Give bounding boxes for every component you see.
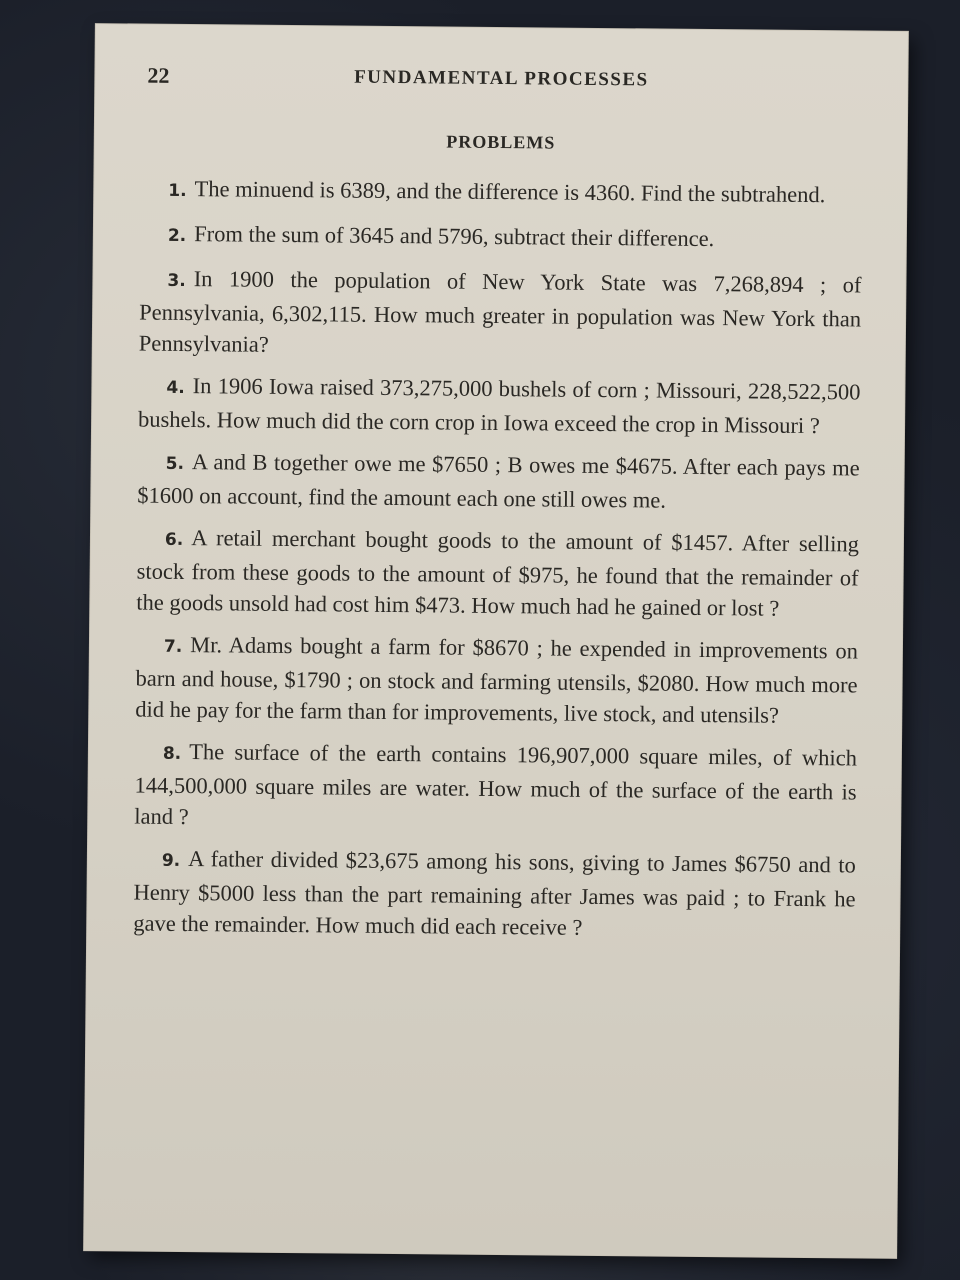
problem-number: 3. — [167, 270, 186, 292]
problem-text: In 1900 the population of New York State was 7,268,894 ; of Pennsylvania, 6,302,115. How much greater in population was New York than Pennsylvania? — [138, 266, 862, 357]
problem-list — [133, 173, 862, 957]
problem-text: The surface of the earth contains 196,907,000 square miles, of which 144,500,000 square miles are water. How much of the surface of the earth is land ? — [134, 739, 858, 830]
problem-text: From the sum of 3645 and 5796, subtract their difference. — [194, 221, 715, 252]
section-title: PROBLEMS — [446, 131, 556, 153]
problem-text: Mr. Adams bought a farm for $8670 ; he expended in improvements on barn and house, $1790 ; on stock and farming utensils, $2080. How much more did he pay for the farm than for improvements, live stock, and utensils? — [135, 632, 859, 728]
problem-number: 2. — [167, 225, 187, 247]
problem-5 — [137, 446, 860, 518]
problem-9 — [133, 843, 856, 946]
book-page — [84, 24, 908, 1258]
problem-3 — [139, 263, 862, 366]
problem-text: The minuend is 6389, and the difference is 4360. Find the subtrahend. — [194, 176, 826, 208]
problem-number: 4. — [166, 377, 185, 398]
running-head — [147, 63, 855, 96]
page-number: 22 — [147, 62, 170, 88]
problem-text: A retail merchant bought goods to the amount of $1457. After selling stock from these goods to the amount of $975, he found that the remainder of the goods unsold had cost him $473. How much had he gained or lost ? — [136, 525, 860, 621]
problem-4 — [138, 370, 861, 442]
problem-number: 1. — [168, 180, 187, 202]
problem-number: 6. — [164, 529, 184, 550]
problem-1 — [140, 173, 862, 214]
problem-number: 8. — [162, 743, 182, 764]
problem-text: A father divided $23,675 among his sons, giving to James $6750 and to Henry $5000 less than the part remaining after James was paid ; to Frank he gave the remainder. How much did each receive ? — [133, 846, 856, 940]
problem-2 — [140, 218, 862, 259]
running-title: FUNDAMENTAL PROCESSES — [354, 66, 649, 91]
problem-text: In 1906 Iowa raised 373,275,000 bushels of corn ; Missouri, 228,522,500 bushels. How much did the corn crop in Iowa exceed the crop in Missouri ? — [137, 373, 861, 439]
problem-number: 9. — [161, 850, 181, 871]
problem-number: 5. — [165, 453, 185, 474]
problem-text: A and B together owe me $7650 ; B owes me $4675. After each pays me $1600 on account, find the amount each one still owes me. — [137, 449, 860, 513]
problem-7 — [135, 629, 858, 732]
problem-6 — [136, 522, 859, 625]
problem-number: 7. — [163, 636, 183, 657]
problem-8 — [134, 736, 857, 839]
